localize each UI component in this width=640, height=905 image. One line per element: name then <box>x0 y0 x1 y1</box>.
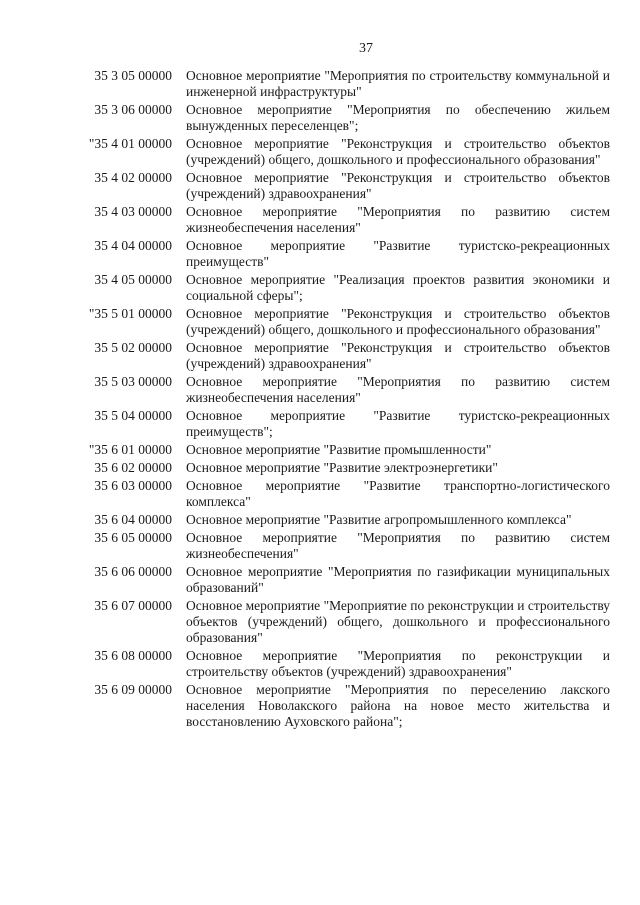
list-item <box>62 136 610 168</box>
list-item <box>62 460 610 476</box>
measure-description: Основное мероприятие "Развитие промышленности" <box>186 442 492 457</box>
budget-code: 35 4 05 00000 <box>94 272 172 287</box>
budget-code: 35 6 02 00000 <box>94 460 172 475</box>
list-item <box>62 238 610 270</box>
budget-code: 35 3 05 00000 <box>94 68 172 83</box>
budget-code: "35 5 01 00000 <box>88 306 172 321</box>
budget-code: 35 6 05 00000 <box>94 530 172 545</box>
list-item <box>62 204 610 236</box>
budget-code: 35 6 04 00000 <box>94 512 172 527</box>
budget-code: 35 6 08 00000 <box>94 648 172 663</box>
budget-code: 35 6 03 00000 <box>94 478 172 493</box>
measure-description: Основное мероприятие "Мероприятия по развитию систем жизнеобеспечения населения" <box>186 374 610 405</box>
measure-description: Основное мероприятие "Развитие агропромышленного комплекса" <box>186 512 572 527</box>
list-item <box>62 512 610 528</box>
measure-description: Основное мероприятие "Развитие транспортно-логистического комплекса" <box>186 478 610 509</box>
list-item <box>62 442 610 458</box>
measure-description: Основное мероприятие "Реконструкция и строительство объектов (учреждений) общего, дошкольного и профессионального образования" <box>186 306 610 337</box>
budget-code: 35 5 02 00000 <box>94 340 172 355</box>
measure-description: Основное мероприятие "Мероприятия по переселению лакского населения Новолакского района на новое место жительства и восстановлению Ауховского района"; <box>186 682 610 729</box>
budget-code: 35 3 06 00000 <box>94 102 172 117</box>
measure-description: Основное мероприятие "Мероприятие по реконструкции и строительству объектов (учреждений) общего, дошкольного и профессионального образования" <box>186 598 610 645</box>
page-number: 37 <box>359 41 373 56</box>
measure-description: Основное мероприятие "Мероприятия по газификации муниципальных образований" <box>186 564 610 595</box>
budget-code: 35 6 09 00000 <box>94 682 172 697</box>
measure-description: Основное мероприятие "Мероприятия по реконструкции и строительству объектов (учреждений) здравоохранения" <box>186 648 610 679</box>
measure-description: Основное мероприятие "Реконструкция и строительство объектов (учреждений) здравоохранения" <box>186 170 610 201</box>
measure-description: Основное мероприятие "Реконструкция и строительство объектов (учреждений) здравоохранения" <box>186 340 610 371</box>
budget-code: 35 5 04 00000 <box>94 408 172 423</box>
list-item <box>62 530 610 562</box>
measure-description: Основное мероприятие "Реализация проектов развития экономики и социальной сферы"; <box>186 272 610 303</box>
measure-description: Основное мероприятие "Реконструкция и строительство объектов (учреждений) общего, дошкольного и профессионального образования" <box>186 136 610 167</box>
list-item <box>62 272 610 304</box>
list-item <box>62 478 610 510</box>
budget-code: 35 5 03 00000 <box>94 374 172 389</box>
measure-description: Основное мероприятие "Мероприятия по развитию систем жизнеобеспечения" <box>186 530 610 561</box>
list-item <box>62 374 610 406</box>
list-item <box>62 682 610 730</box>
measure-description: Основное мероприятие "Мероприятия по развитию систем жизнеобеспечения населения" <box>186 204 610 235</box>
budget-code: 35 4 02 00000 <box>94 170 172 185</box>
measure-description: Основное мероприятие "Развитие туристско-рекреационных преимуществ" <box>186 238 610 269</box>
budget-code: 35 6 07 00000 <box>94 598 172 613</box>
list-item <box>62 598 610 646</box>
list-item <box>62 340 610 372</box>
list-item <box>62 306 610 338</box>
list-item <box>62 648 610 680</box>
budget-code: 35 4 04 00000 <box>94 238 172 253</box>
measure-description: Основное мероприятие "Мероприятия по строительству коммунальной и инженерной инфраструктуры" <box>186 68 610 99</box>
measure-description: Основное мероприятие "Мероприятия по обеспечению жильем вынужденных переселенцев"; <box>186 102 610 133</box>
budget-code: "35 4 01 00000 <box>88 136 172 151</box>
list-item <box>62 564 610 596</box>
budget-code: 35 6 06 00000 <box>94 564 172 579</box>
measure-description: Основное мероприятие "Развитие электроэнергетики" <box>186 460 498 475</box>
list-item <box>62 408 610 440</box>
list-item <box>62 170 610 202</box>
budget-code: "35 6 01 00000 <box>88 442 172 457</box>
measure-description: Основное мероприятие "Развитие туристско-рекреационных преимуществ"; <box>186 408 610 439</box>
code-list <box>62 68 610 730</box>
budget-code: 35 4 03 00000 <box>94 204 172 219</box>
list-item <box>62 68 610 100</box>
list-item <box>62 102 610 134</box>
